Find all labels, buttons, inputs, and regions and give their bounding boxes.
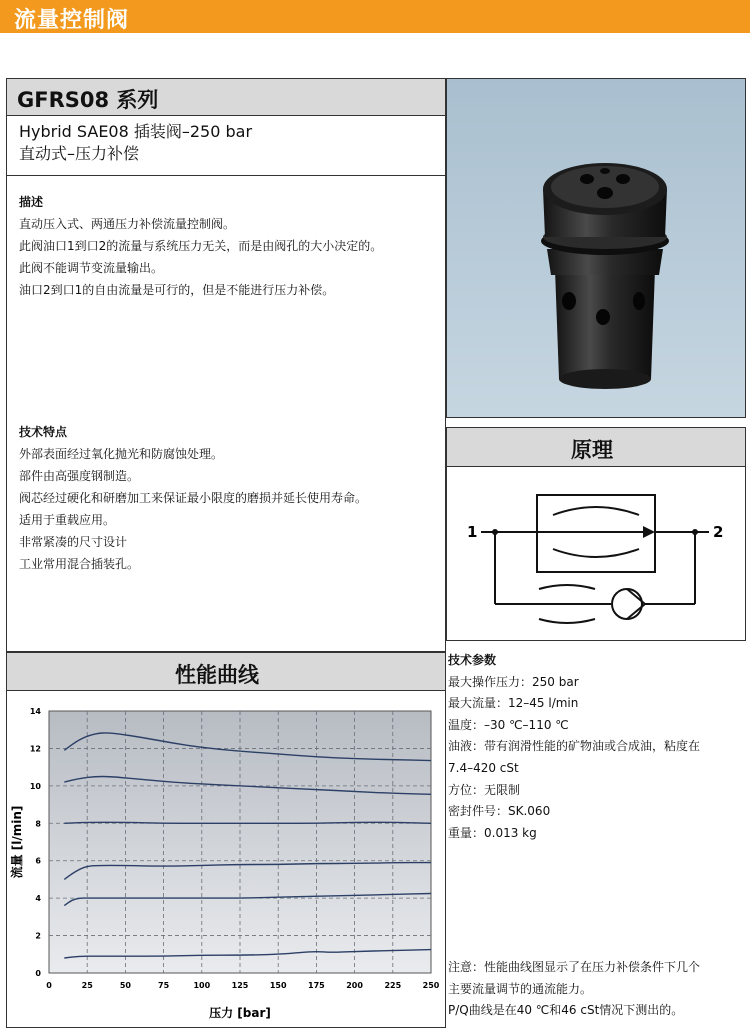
y-axis-label: 流量 [l/min]	[10, 805, 24, 879]
feature-line: 阀芯经过硬化和研磨加工来保证最小限度的磨损并延长使用寿命。	[19, 491, 368, 505]
feature-line: 工业常用混合插装孔。	[19, 557, 140, 571]
description-section	[19, 191, 382, 301]
valve-illustration	[447, 79, 745, 417]
y-tick-label: 4	[35, 894, 41, 904]
product-title-bar	[7, 79, 445, 116]
plot-area	[49, 711, 431, 973]
spec-line: 密封件号：SK.060	[448, 804, 551, 819]
x-tick-label: 100	[193, 981, 211, 990]
y-tick-label: 0	[35, 969, 41, 978]
hydraulic-symbol	[447, 467, 745, 639]
description-line: 此阀不能调节变流量输出。	[19, 261, 164, 275]
spec-line: 方位：无限制	[448, 782, 521, 797]
port-2-label: 2	[713, 523, 724, 541]
x-tick-label: 150	[269, 981, 287, 990]
principle-title-bar	[447, 428, 745, 467]
note-line: P/Q曲线是在40 ℃和46 cSt情况下测出的。	[448, 1003, 684, 1018]
description-line: 直动压入式、两通压力补偿流量控制阀。	[19, 217, 236, 231]
principle-heading: 原理	[571, 438, 613, 462]
features-section	[19, 421, 367, 575]
port-1-label: 1	[467, 523, 478, 541]
y-tick-label: 2	[35, 931, 41, 941]
x-tick-label: 75	[158, 981, 170, 990]
x-tick-label: 50	[119, 981, 131, 990]
x-axis-label: 压力 [bar]	[209, 1006, 271, 1020]
note-line: 注意：性能曲线图显示了在压力补偿条件下几个	[448, 960, 701, 974]
description-line: 油口2到口1的自由流量是可行的，但是不能进行压力补偿。	[19, 283, 335, 297]
y-tick-label: 10	[29, 781, 41, 791]
page-title: 流量控制阀	[14, 8, 130, 33]
spec-line: 重量：0.013 kg	[448, 825, 537, 840]
performance-heading: 性能曲线	[175, 663, 259, 687]
x-tick-label: 225	[384, 981, 402, 990]
y-tick-label: 6	[35, 856, 41, 866]
product-title: GFRS08 系列	[17, 88, 159, 112]
feature-line: 部件由高强度钢制造。	[19, 469, 140, 483]
performance-chart	[7, 691, 445, 1027]
x-tick-label: 25	[81, 981, 93, 990]
y-tick-label: 12	[29, 744, 41, 754]
spec-line: 最大操作压力：250 bar	[448, 674, 579, 689]
x-tick-label: 125	[231, 981, 249, 990]
feature-line: 适用于重载应用。	[19, 513, 116, 527]
x-tick-label: 200	[346, 981, 363, 990]
performance-panel	[6, 652, 446, 1028]
x-tick-label: 250	[422, 981, 440, 990]
feature-line: 外部表面经过氧化抛光和防腐蚀处理。	[19, 447, 224, 461]
spec-line: 7.4–420 cSt	[448, 760, 519, 775]
subtitle-line: Hybrid SAE08 插装阀–250 bar	[19, 122, 253, 141]
note-section	[448, 957, 748, 1022]
spec-line: 最大流量：12–45 l/min	[448, 696, 579, 711]
y-tick-label: 8	[35, 819, 41, 829]
note-line: 主要流量调节的通流能力。	[448, 981, 593, 996]
product-subtitle	[19, 121, 252, 165]
page-header-bar	[0, 0, 750, 33]
feature-line: 非常紧凑的尺寸设计	[19, 535, 128, 549]
divider	[7, 175, 445, 176]
features-heading: 技术特点	[19, 425, 68, 439]
performance-title-bar	[7, 653, 445, 691]
spec-line: 油液：带有润滑性能的矿物油或合成油，粘度在	[448, 739, 701, 754]
x-tick-label: 175	[308, 981, 325, 990]
subtitle-line: 直动式–压力补偿	[19, 144, 140, 163]
product-panel	[6, 78, 446, 652]
specs-section	[448, 650, 748, 844]
description-line: 此阀油口1到口2的流量与系统压力无关，而是由阀孔的大小决定的。	[19, 239, 383, 253]
product-photo	[446, 78, 746, 418]
spec-line: 温度：–30 ℃–110 ℃	[448, 717, 569, 732]
x-tick-label: 0	[46, 981, 52, 990]
principle-panel	[446, 427, 746, 641]
y-tick-label: 14	[29, 707, 41, 716]
specs-heading: 技术参数	[448, 653, 497, 667]
description-heading: 描述	[19, 195, 44, 209]
